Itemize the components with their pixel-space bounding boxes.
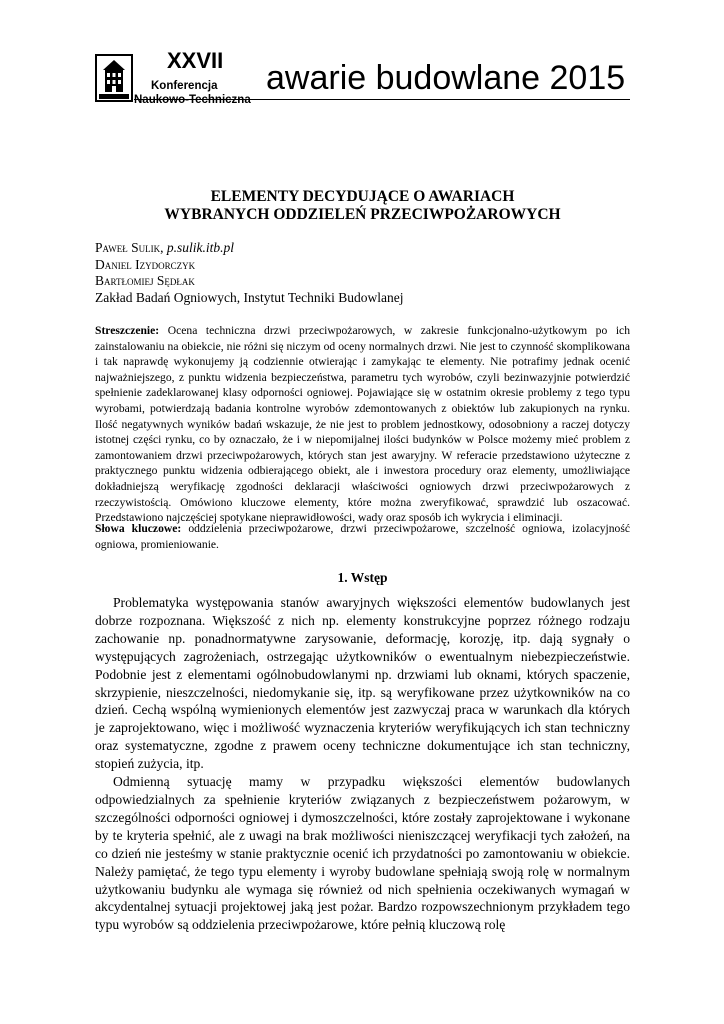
paragraph: Odmienną sytuację mamy w przypadku większości elementów budowlanych odpowiedzialnych za spełnienie kryteriów związanych z bezpieczeństwem pożarowym, w szczególności odporności ogniowej i dymoszczelności, które zostały zaprojektowane i wykonane by te kryteria spełnić, ale z uwagi na brak możliwości nieniszczącej weryfikacji tych założeń, na co dzień nie jesteśmy w stanie praktycznie ocenić ich przydatności po zamontowaniu w obiekcie. Należy pamiętać, że tego typu elementy i wyroby budowlane spełniają swoją rolę w normalnym użytkowaniu budynku ale wymaga się również od nich spełnienia oczekiwanych wymagań w akcydentalnej sytuacji projektowej jaką jest pożar. Bardzo rozpowszechnionym przykładem tego typu wyrobów są oddzielenia przeciwpożarowe, które pełnią kluczową rolę — [95, 774, 630, 933]
conference-type: Naukowo-Techniczna — [134, 94, 251, 106]
affiliation: Zakład Badań Ogniowych, Instytut Techniki Budowlanej — [95, 289, 404, 305]
conference-logo — [95, 54, 133, 102]
abstract — [95, 323, 630, 526]
author-2 — [95, 257, 630, 274]
author-email[interactable]: p.sulik.itb.pl — [166, 240, 235, 255]
author-block — [95, 240, 630, 306]
author-name: Paweł Sulik — [95, 240, 161, 255]
abstract-text: Ocena techniczna drzwi przeciwpożarowych, w zakresie funkcjonalno-użytkowym po ich zainstalowaniu na obiekcie, nie różni się niczym od oceny normalnych drzwi. Nie jest to czynność skomplikowana i tak naprawdę wykonujemy ją codziennie otwierając i zamykając te elementy. Nie potrafimy jednak ocenić najważniejszego, z punktu widzenia bezpieczeństwa, parametru tych wyrobów, czyli bezinwazyjnie potwierdzić spełnienie zadeklarowanej klasy odporności ogniowej. Pojawiające się w ostatnim okresie problemy z tego typu wyrobami, potwierdzają badania kontrolne wyrobów zdemontowanych z obiektów lub zakupionych na rynku. Ilość negatywnych wyników badań wskazuje, że nie jest to problem jednostkowy, odosobniony a raczej dotyczy istotnej części rynku, co by oznaczało, że i w niepomijalnej ilości budynków w Polsce możemy mieć problem z zamontowaniem drzwi przeciwpożarowych, których stan jest awaryjny. W referacie przedstawiono użyteczne z praktycznego punktu widzenia odbierającego obiekt, ale i inwestora procedury oraz elementy, umożliwiające dokładniejszą weryfikację zgodności deklaracji właściwości ogniowych drzwi przeciwpożarowych z rzeczywistością. Omówiono kluczowe elementy, które można zweryfikować, sprawdzić lub oszacować. Przedstawiono najczęściej spotykane nieprawidłowości, wady oraz sposób ich wykrycia i eliminacji. — [95, 324, 630, 525]
paragraph: Problematyka występowania stanów awaryjnych większości elementów budowlanych jest dobrze rozpoznana. Większość z nich np. elementy konstrukcyjne poprzez różnego rodzaju zachowanie np. ponadnormatywne zarysowanie, deformację, korozję, itp. dają sygnały o występujących zagrożeniach, ostrzegając użytkowników o ewentualnym niebezpieczeństwie. Podobnie jest z elementami ogólnobudowlanymi np. drzwiami lub oknami, których spaczenie, skrzypienie, nieszczelności, niedomykanie się, itp. są weryfikowane przez użytkowników na co dzień. Cechą wspólną wymienionych elementów jest zazwyczaj praca w warunkach dla których je zaprojektowano, więc i możliwość wyznaczenia kryteriów weryfikujących ich stan techniczny oraz systematyczne, zgodne z prawem oceny techniczne dokumentujące ich stan techniczny, stopień zużycia, itp. — [95, 595, 630, 772]
author-1 — [95, 240, 630, 257]
header-divider — [134, 99, 630, 100]
author-3 — [95, 273, 630, 290]
keywords — [95, 521, 630, 552]
conference-number: XXVII — [167, 48, 224, 73]
conference-brand: awarie budowlane 2015 — [266, 59, 626, 97]
author-name: Bartłomiej Sędłak — [95, 273, 195, 288]
section-body — [95, 594, 630, 934]
abstract-label: Streszczenie: — [95, 324, 160, 337]
keywords-label: Słowa kluczowe: — [95, 522, 182, 535]
keywords-text: oddzielenia przeciwpożarowe, drzwi przeciwpożarowe, szczelność ogniowa, izolacyjność ogniowa, promieniowanie. — [95, 522, 630, 551]
paper-title-line-1: ELEMENTY DECYDUJĄCE O AWARIACH — [210, 188, 515, 205]
paper-title-line-2: WYBRANYCH ODDZIELEŃ PRZECIWPOŻAROWYCH — [164, 206, 561, 223]
building-icon — [97, 56, 131, 100]
section-heading: 1. Wstęp — [337, 570, 388, 585]
conference-label: Konferencja — [151, 80, 218, 92]
author-name: Daniel Izydorczyk — [95, 256, 196, 272]
email-separator: , — [160, 240, 167, 255]
